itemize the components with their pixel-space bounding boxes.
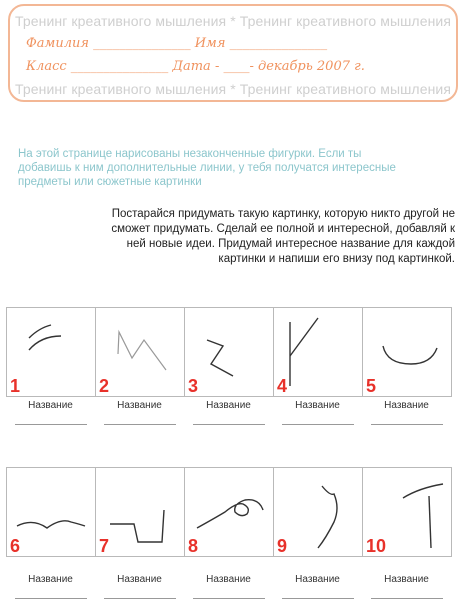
- figure-7-drawing: [96, 468, 184, 556]
- figure-cell-2: [95, 307, 185, 397]
- caption-7: [95, 574, 184, 599]
- figure-number: 8: [188, 536, 199, 556]
- figure-cell-10: [362, 467, 452, 557]
- figure-row-1: [6, 307, 455, 397]
- figure-row-2: [6, 467, 455, 557]
- caption-label: Название: [295, 400, 340, 411]
- caption-label: Название: [28, 574, 73, 585]
- caption-label: Название: [206, 400, 251, 411]
- instruction-main-text: Постарайся придумать такую картинку, которую никто другой не сможет придумать. Сделай ее полной и интересной, добавляй к ней новые идеи. Придумай интересное название для каждой картинки и напиши его внизу под картинкой.: [111, 208, 455, 265]
- figure-number: 7: [99, 536, 110, 556]
- caption-label: Название: [384, 574, 429, 585]
- figure-9-drawing: [274, 468, 362, 556]
- caption-answer-line[interactable]: [15, 424, 87, 425]
- figure-number: 1: [10, 376, 21, 396]
- caption-5: [362, 400, 451, 425]
- instruction-blue-text: На этой странице нарисованы незаконченные фигурки. Если ты добавишь к ним дополнительные линии, у тебя получатся интересные предметы или сюжетные картинки: [18, 148, 396, 188]
- caption-3: [184, 400, 273, 425]
- figure-5-drawing: [363, 308, 451, 396]
- caption-10: [362, 574, 451, 599]
- caption-answer-line[interactable]: [371, 598, 443, 599]
- figure-number: 5: [366, 376, 377, 396]
- figure-cell-6: [6, 467, 96, 557]
- caption-9: [273, 574, 362, 599]
- figure-8-drawing: [185, 468, 273, 556]
- header-banner-top: Тренинг креативного мышления * Тренинг креативного мышления: [14, 13, 452, 29]
- figure-number: 9: [277, 536, 288, 556]
- caption-answer-line[interactable]: [104, 424, 176, 425]
- figure-1-drawing: [7, 308, 95, 396]
- figure-number: 2: [99, 376, 110, 396]
- figure-number: 4: [277, 376, 288, 396]
- caption-row-2: [6, 574, 455, 599]
- caption-1: [6, 400, 95, 425]
- figure-4-drawing: [274, 308, 362, 396]
- caption-answer-line[interactable]: [371, 424, 443, 425]
- caption-answer-line[interactable]: [193, 424, 265, 425]
- figure-cell-3: [184, 307, 274, 397]
- figure-cell-4: [273, 307, 363, 397]
- figure-number: 10: [366, 536, 387, 556]
- figure-number: 6: [10, 536, 21, 556]
- figure-cell-7: [95, 467, 185, 557]
- figure-6-drawing: [7, 468, 95, 556]
- caption-label: Название: [117, 400, 162, 411]
- caption-answer-line[interactable]: [15, 598, 87, 599]
- figure-3-drawing: [185, 308, 273, 396]
- caption-label: Название: [295, 574, 340, 585]
- caption-label: Название: [384, 400, 429, 411]
- class-date-field-line: Класс _______________ Дата - ____- декабрь 2007 г.: [26, 59, 365, 74]
- name-field-line: Фамилия _______________ Имя _______________: [26, 36, 328, 51]
- header-banner-bottom: Тренинг креативного мышления * Тренинг креативного мышления: [14, 81, 452, 97]
- caption-answer-line[interactable]: [282, 424, 354, 425]
- figure-cell-1: [6, 307, 96, 397]
- caption-answer-line[interactable]: [104, 598, 176, 599]
- caption-6: [6, 574, 95, 599]
- caption-2: [95, 400, 184, 425]
- figure-cell-8: [184, 467, 274, 557]
- caption-label: Название: [28, 400, 73, 411]
- caption-label: Название: [117, 574, 162, 585]
- figure-cell-5: [362, 307, 452, 397]
- caption-4: [273, 400, 362, 425]
- caption-answer-line[interactable]: [193, 598, 265, 599]
- caption-8: [184, 574, 273, 599]
- figure-2-drawing: [96, 308, 184, 396]
- header-box: [8, 4, 458, 102]
- caption-label: Название: [206, 574, 251, 585]
- caption-row-1: [6, 400, 455, 425]
- caption-answer-line[interactable]: [282, 598, 354, 599]
- figure-cell-9: [273, 467, 363, 557]
- figure-number: 3: [188, 376, 199, 396]
